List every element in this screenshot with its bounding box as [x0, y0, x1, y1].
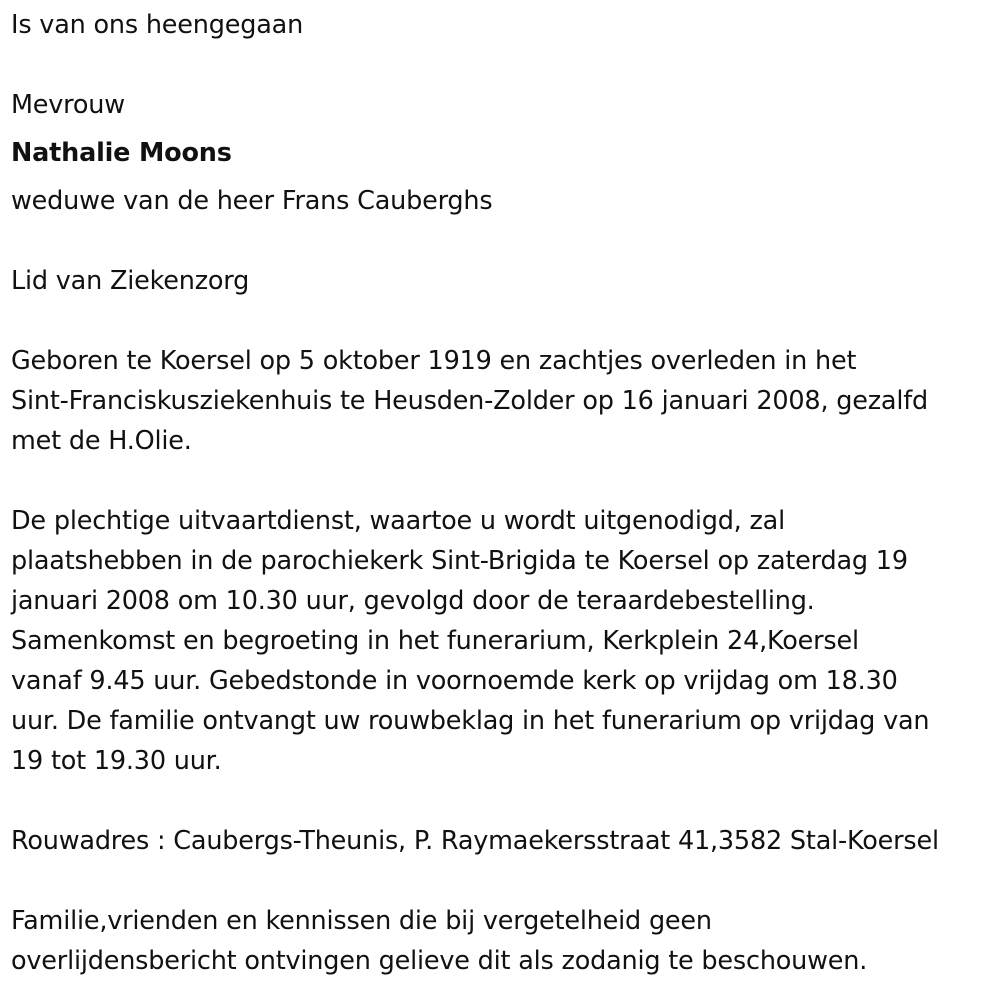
paragraph-line: uur. De familie ontvangt uw rouwbeklag in het funerarium op vrijdag van [11, 706, 930, 736]
paragraph-line: Familie,vrienden en kennissen die bij vergetelheid geen [11, 906, 712, 936]
paragraph-line: Geboren te Koersel op 5 oktober 1919 en zachtjes overleden in het [11, 346, 857, 376]
paragraph-line: plaatshebben in de parochiekerk Sint-Brigida te Koersel op zaterdag 19 [11, 546, 908, 576]
relation-line: weduwe van de heer Frans Cauberghs [11, 186, 493, 216]
salutation: Mevrouw [11, 90, 125, 120]
paragraph-line: vanaf 9.45 uur. Gebedstonde in voornoemde kerk op vrijdag om 18.30 [11, 666, 898, 696]
paragraph-line: 19 tot 19.30 uur. [11, 746, 222, 776]
mourning-address: Rouwadres : Caubergs-Theunis, P. Raymaekersstraat 41,3582 Stal-Koersel [11, 826, 939, 856]
paragraph-line: overlijdensbericht ontvingen gelieve dit als zodanig te beschouwen. [11, 946, 868, 976]
announcement-line: Is van ons heengegaan [11, 10, 304, 40]
paragraph-line: De plechtige uitvaartdienst, waartoe u wordt uitgenodigd, zal [11, 506, 785, 536]
paragraph-line: Samenkomst en begroeting in het funerarium, Kerkplein 24,Koersel [11, 626, 859, 656]
deceased-name: Nathalie Moons [11, 138, 232, 168]
paragraph-line: Sint-Franciskusziekenhuis te Heusden-Zolder op 16 januari 2008, gezalfd [11, 386, 928, 416]
membership-line: Lid van Ziekenzorg [11, 266, 250, 296]
paragraph-line: januari 2008 om 10.30 uur, gevolgd door de teraardebestelling. [11, 586, 815, 616]
paragraph-line: met de H.Olie. [11, 426, 192, 456]
